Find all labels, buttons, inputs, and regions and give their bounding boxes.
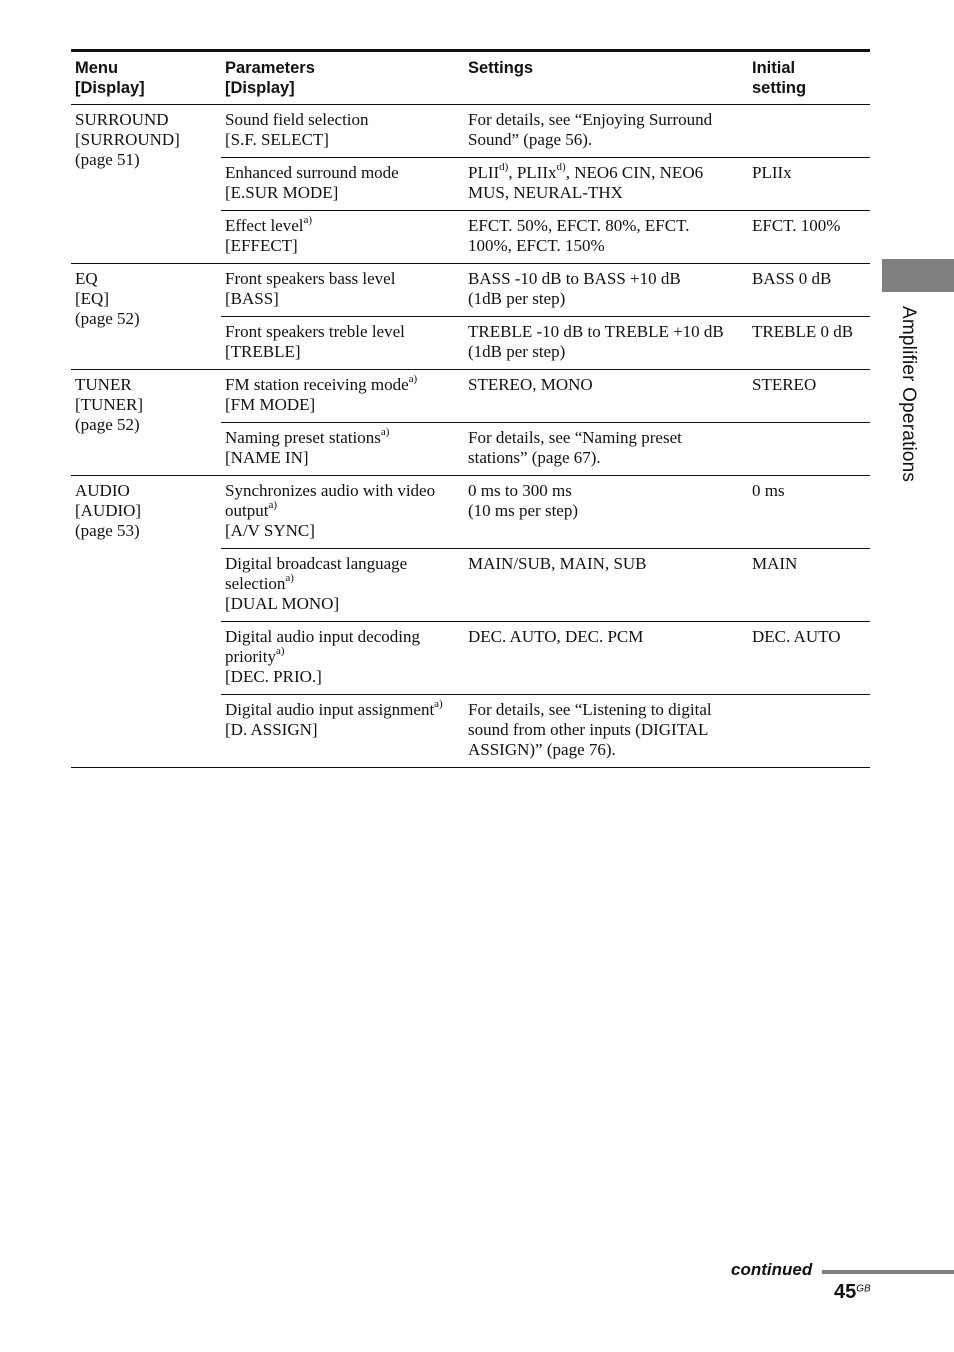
param-display: [DEC. PRIO.] (225, 667, 322, 686)
continued-label: continued (731, 1260, 813, 1279)
page-number-value: 45 (834, 1281, 857, 1303)
page-number-suffix: GB (856, 1283, 871, 1295)
menu-name: AUDIO (75, 481, 130, 500)
parameter-table (71, 49, 870, 768)
settings-cell (464, 622, 748, 695)
header-menu-display: [Display] (75, 79, 145, 97)
menu-page-ref: (page 52) (75, 415, 140, 434)
settings-text: PLII (468, 163, 500, 182)
menu-display: [AUDIO] (75, 501, 142, 520)
initial-value: EFCT. 100% (752, 216, 841, 235)
settings-text: stations” (page 67). (468, 448, 601, 467)
menu-cell-surround (71, 105, 221, 264)
menu-page-ref: (page 51) (75, 150, 140, 169)
initial-value: BASS 0 dB (752, 269, 832, 288)
settings-text: , PLIIx (508, 163, 557, 182)
header-parameters (221, 51, 464, 105)
settings-text: For details, see “Enjoying Surround (468, 110, 713, 129)
settings-cell (464, 549, 748, 622)
param-display: [EFFECT] (225, 236, 298, 255)
settings-cell (464, 423, 748, 476)
param-display: [DUAL MONO] (225, 594, 340, 613)
param-cell (221, 549, 464, 622)
continued-bar (822, 1270, 954, 1274)
param-cell (221, 264, 464, 317)
param-name: Effect level (225, 216, 304, 235)
param-name: Enhanced surround mode (225, 163, 399, 182)
param-name: Sound field selection (225, 110, 369, 129)
param-display: [A/V SYNC] (225, 521, 315, 540)
menu-page-ref: (page 52) (75, 309, 140, 328)
menu-name: EQ (75, 269, 98, 288)
param-cell (221, 423, 464, 476)
settings-cell (464, 476, 748, 549)
menu-name: SURROUND (75, 110, 169, 129)
initial-value: DEC. AUTO (752, 627, 841, 646)
settings-cell (464, 211, 748, 264)
param-name: Naming preset stations (225, 428, 381, 447)
header-initial-label-2: setting (752, 79, 807, 97)
param-name: FM station receiving mode (225, 375, 409, 394)
table-row (71, 105, 870, 158)
initial-value: STEREO (752, 375, 817, 394)
settings-text: For details, see “Naming preset (468, 428, 682, 447)
initial-value: MAIN (752, 554, 798, 573)
footnote-mark: d) (499, 161, 509, 174)
header-params-display: [Display] (225, 79, 295, 97)
table-row (71, 476, 870, 549)
table-row (71, 370, 870, 423)
param-display: [FM MODE] (225, 395, 316, 414)
param-display: [D. ASSIGN] (225, 720, 318, 739)
initial-cell (748, 423, 870, 476)
param-name: Digital audio input decoding (225, 627, 420, 646)
settings-text: STEREO, MONO (468, 375, 593, 394)
menu-display: [SURROUND] (75, 130, 180, 149)
menu-cell-audio (71, 476, 221, 768)
initial-value: 0 ms (752, 481, 785, 500)
footnote-mark: a) (408, 373, 418, 386)
header-params-label: Parameters (225, 59, 315, 77)
settings-cell (464, 695, 748, 768)
param-name: output (225, 501, 269, 520)
param-display: [E.SUR MODE] (225, 183, 339, 202)
param-cell (221, 211, 464, 264)
settings-text: For details, see “Listening to digital (468, 700, 712, 719)
footnote-mark: a) (285, 572, 294, 585)
settings-cell (464, 264, 748, 317)
menu-cell-eq (71, 264, 221, 370)
menu-page-ref: (page 53) (75, 521, 140, 540)
param-name: Front speakers bass level (225, 269, 396, 288)
settings-text: 100%, EFCT. 150% (468, 236, 605, 255)
footnote-mark: a) (276, 645, 285, 658)
param-name: Front speakers treble level (225, 322, 405, 341)
param-display: [S.F. SELECT] (225, 130, 329, 149)
param-cell (221, 695, 464, 768)
table-row (71, 264, 870, 317)
menu-display: [EQ] (75, 289, 109, 308)
settings-text: , NEO6 CIN, NEO6 (565, 163, 704, 182)
menu-cell-tuner (71, 370, 221, 476)
header-initial-setting (748, 51, 870, 105)
param-cell (221, 622, 464, 695)
page-number (834, 1281, 871, 1304)
header-menu-label: Menu (75, 59, 119, 77)
initial-cell (748, 549, 870, 622)
settings-text: EFCT. 50%, EFCT. 80%, EFCT. (468, 216, 690, 235)
settings-text: Sound” (page 56). (468, 130, 593, 149)
menu-display: [TUNER] (75, 395, 143, 414)
settings-cell (464, 105, 748, 158)
initial-cell (748, 317, 870, 370)
param-cell (221, 370, 464, 423)
initial-cell (748, 476, 870, 549)
initial-cell (748, 105, 870, 158)
param-cell (221, 476, 464, 549)
param-display: [NAME IN] (225, 448, 309, 467)
initial-cell (748, 370, 870, 423)
menu-name: TUNER (75, 375, 132, 394)
section-tab-marker (882, 259, 954, 292)
initial-cell (748, 622, 870, 695)
param-cell (221, 317, 464, 370)
param-name: selection (225, 574, 286, 593)
initial-cell (748, 158, 870, 211)
initial-cell (748, 695, 870, 768)
header-menu (71, 51, 221, 105)
footnote-mark: a) (380, 426, 390, 439)
param-display: [BASS] (225, 289, 279, 308)
settings-text: MUS, NEURAL-THX (468, 183, 623, 202)
settings-text: (1dB per step) (468, 342, 566, 361)
settings-text: 0 ms to 300 ms (468, 481, 572, 500)
footnote-mark: a) (434, 698, 443, 711)
table-header-row (71, 51, 870, 105)
section-side-label: Amplifier Operations (898, 306, 919, 483)
footnote-mark: a) (268, 499, 277, 512)
initial-cell (748, 264, 870, 317)
settings-text: (10 ms per step) (468, 501, 579, 520)
settings-text: ASSIGN)” (page 76). (468, 740, 616, 759)
header-settings-label: Settings (468, 59, 534, 77)
header-settings (464, 51, 748, 105)
settings-text: DEC. AUTO, DEC. PCM (468, 627, 644, 646)
initial-value: TREBLE 0 dB (752, 322, 854, 341)
initial-value: PLIIx (752, 163, 792, 182)
settings-text: BASS -10 dB to BASS +10 dB (468, 269, 681, 288)
settings-cell (464, 158, 748, 211)
param-name: Digital audio input assignment (225, 700, 435, 719)
header-initial-label: Initial (752, 59, 796, 77)
param-name: Digital broadcast language (225, 554, 408, 573)
param-name: priority (225, 647, 276, 666)
param-display: [TREBLE] (225, 342, 301, 361)
param-name: Synchronizes audio with video (225, 481, 436, 500)
settings-text: sound from other inputs (DIGITAL (468, 720, 709, 739)
settings-text: (1dB per step) (468, 289, 566, 308)
settings-cell (464, 317, 748, 370)
footnote-mark: d) (556, 161, 566, 174)
footnote-mark: a) (303, 214, 313, 227)
settings-text: MAIN/SUB, MAIN, SUB (468, 554, 647, 573)
initial-cell (748, 211, 870, 264)
settings-cell (464, 370, 748, 423)
settings-text: TREBLE -10 dB to TREBLE +10 dB (468, 322, 724, 341)
param-cell (221, 158, 464, 211)
param-cell (221, 105, 464, 158)
